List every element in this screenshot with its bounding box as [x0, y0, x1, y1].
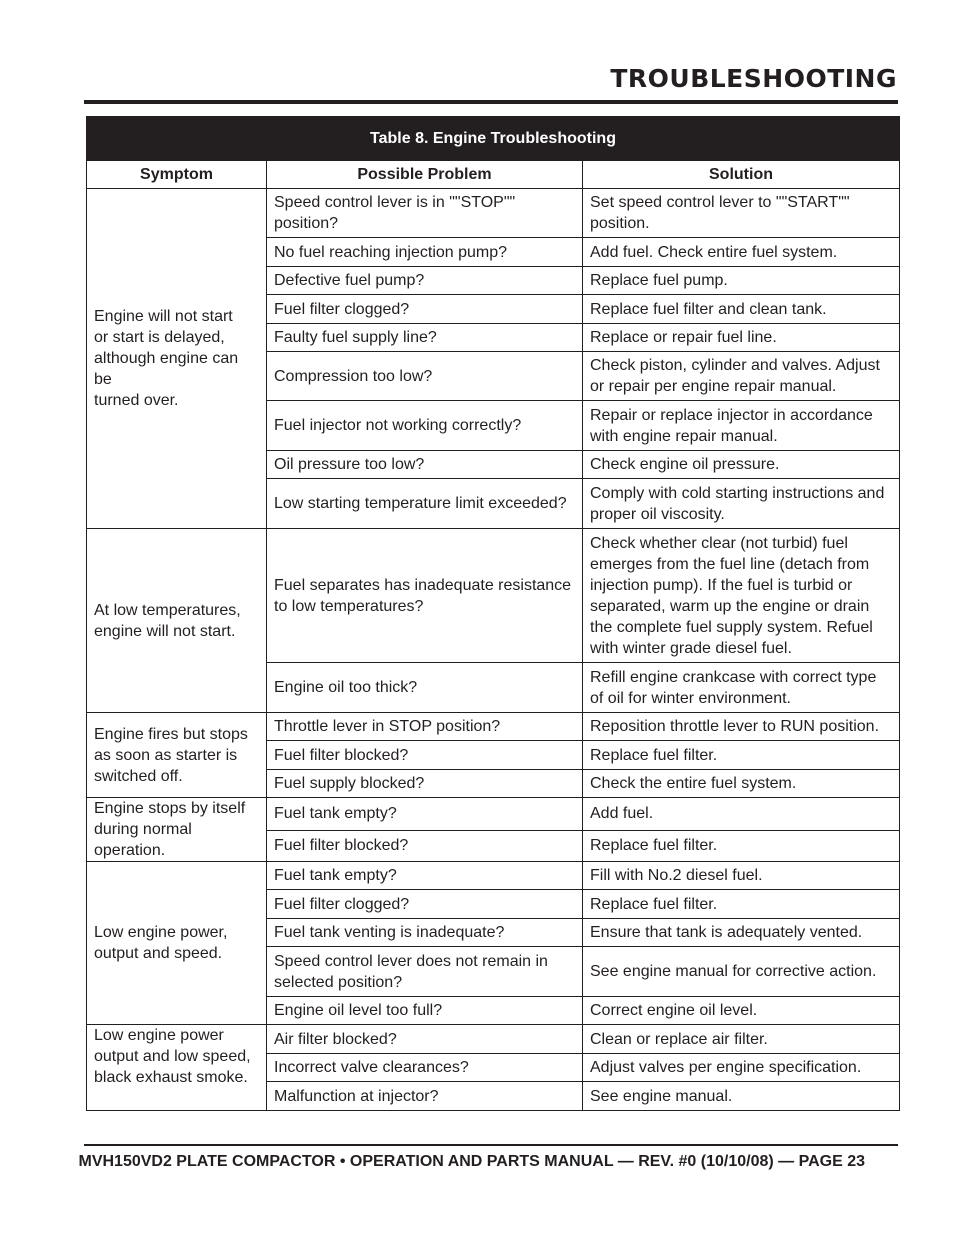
- symptom-cell: Engine fires but stops as soon as starter is switched off.: [87, 713, 267, 798]
- problem-cell: Fuel filter blocked?: [267, 830, 583, 861]
- problem-cell: Fuel separates has inadequate resistance to low temperatures?: [267, 529, 583, 663]
- table-body: [87, 189, 900, 1111]
- solution-cell: Adjust valves per engine specification.: [583, 1054, 900, 1082]
- header-solution: Solution: [583, 161, 900, 189]
- table-row: [87, 189, 900, 238]
- solution-cell: Replace fuel filter and clean tank.: [583, 295, 900, 324]
- symptom-cell: Engine will not start or start is delayed, although engine can be turned over.: [87, 189, 267, 529]
- table-row: [87, 1025, 900, 1054]
- solution-cell: Replace or repair fuel line.: [583, 324, 900, 352]
- solution-cell: Ensure that tank is adequately vented.: [583, 919, 900, 947]
- problem-cell: Speed control lever does not remain in selected position?: [267, 947, 583, 997]
- problem-cell: Air filter blocked?: [267, 1025, 583, 1054]
- solution-cell: Check engine oil pressure.: [583, 451, 900, 479]
- problem-cell: Engine oil too thick?: [267, 663, 583, 713]
- table-row: [87, 529, 900, 663]
- footer-rule: [84, 1144, 898, 1146]
- solution-cell: Replace fuel filter.: [583, 830, 900, 861]
- problem-cell: Fuel tank venting is inadequate?: [267, 919, 583, 947]
- problem-cell: Faulty fuel supply line?: [267, 324, 583, 352]
- table-row: [87, 713, 900, 741]
- solution-cell: Correct engine oil level.: [583, 997, 900, 1025]
- problem-cell: Oil pressure too low?: [267, 451, 583, 479]
- problem-cell: Defective fuel pump?: [267, 267, 583, 295]
- solution-cell: Check whether clear (not turbid) fuel emerges from the fuel line (detach from injection pump). If the fuel is turbid or separated, warm up the engine or drain the complete fuel supply system. Refuel with winter grade diesel fuel.: [583, 529, 900, 663]
- problem-cell: Engine oil level too full?: [267, 997, 583, 1025]
- solution-cell: See engine manual for corrective action.: [583, 947, 900, 997]
- problem-cell: Speed control lever is in ""STOP"" position?: [267, 189, 583, 238]
- problem-cell: No fuel reaching injection pump?: [267, 238, 583, 267]
- solution-cell: Set speed control lever to ""START"" position.: [583, 189, 900, 238]
- problem-cell: Fuel tank empty?: [267, 798, 583, 831]
- problem-cell: Fuel filter clogged?: [267, 890, 583, 919]
- engine-troubleshooting-table: [86, 116, 900, 1111]
- solution-cell: Comply with cold starting instructions and proper oil viscosity.: [583, 479, 900, 529]
- solution-cell: Fill with No.2 diesel fuel.: [583, 862, 900, 890]
- header-possible-problem: Possible Problem: [267, 161, 583, 189]
- title-rule: [84, 100, 898, 104]
- problem-cell: Fuel tank empty?: [267, 862, 583, 890]
- problem-cell: Incorrect valve clearances?: [267, 1054, 583, 1082]
- problem-cell: Fuel filter clogged?: [267, 295, 583, 324]
- solution-cell: Refill engine crankcase with correct type of oil for winter environment.: [583, 663, 900, 713]
- problem-cell: Fuel injector not working correctly?: [267, 401, 583, 451]
- page-title: TROUBLESHOOTING: [610, 64, 897, 93]
- solution-cell: Check piston, cylinder and valves. Adjust or repair per engine repair manual.: [583, 352, 900, 401]
- solution-cell: Replace fuel filter.: [583, 741, 900, 770]
- solution-cell: Add fuel.: [583, 798, 900, 831]
- symptom-cell: Low engine power, output and speed.: [87, 862, 267, 1025]
- table-row: [87, 798, 900, 831]
- solution-cell: Reposition throttle lever to RUN position.: [583, 713, 900, 741]
- symptom-cell: Low engine power output and low speed, black exhaust smoke.: [87, 1025, 267, 1111]
- solution-cell: Replace fuel filter.: [583, 890, 900, 919]
- symptom-cell: At low temperatures, engine will not start.: [87, 529, 267, 713]
- problem-cell: Throttle lever in STOP position?: [267, 713, 583, 741]
- page-footer: MVH150VD2 PLATE COMPACTOR • OPERATION AND PARTS MANUAL — REV. #0 (10/10/08) — PAGE 23: [78, 1153, 865, 1170]
- solution-cell: Check the entire fuel system.: [583, 770, 900, 798]
- problem-cell: Compression too low?: [267, 352, 583, 401]
- problem-cell: Low starting temperature limit exceeded?: [267, 479, 583, 529]
- table-caption: Table 8. Engine Troubleshooting: [87, 117, 900, 161]
- solution-cell: Clean or replace air filter.: [583, 1025, 900, 1054]
- header-symptom: Symptom: [87, 161, 267, 189]
- solution-cell: Add fuel. Check entire fuel system.: [583, 238, 900, 267]
- problem-cell: Fuel filter blocked?: [267, 741, 583, 770]
- table-row: [87, 862, 900, 890]
- solution-cell: Repair or replace injector in accordance with engine repair manual.: [583, 401, 900, 451]
- solution-cell: See engine manual.: [583, 1082, 900, 1111]
- symptom-cell: Engine stops by itself during normal operation.: [87, 798, 267, 862]
- problem-cell: Fuel supply blocked?: [267, 770, 583, 798]
- solution-cell: Replace fuel pump.: [583, 267, 900, 295]
- troubleshooting-table-container: [86, 116, 899, 1111]
- problem-cell: Malfunction at injector?: [267, 1082, 583, 1111]
